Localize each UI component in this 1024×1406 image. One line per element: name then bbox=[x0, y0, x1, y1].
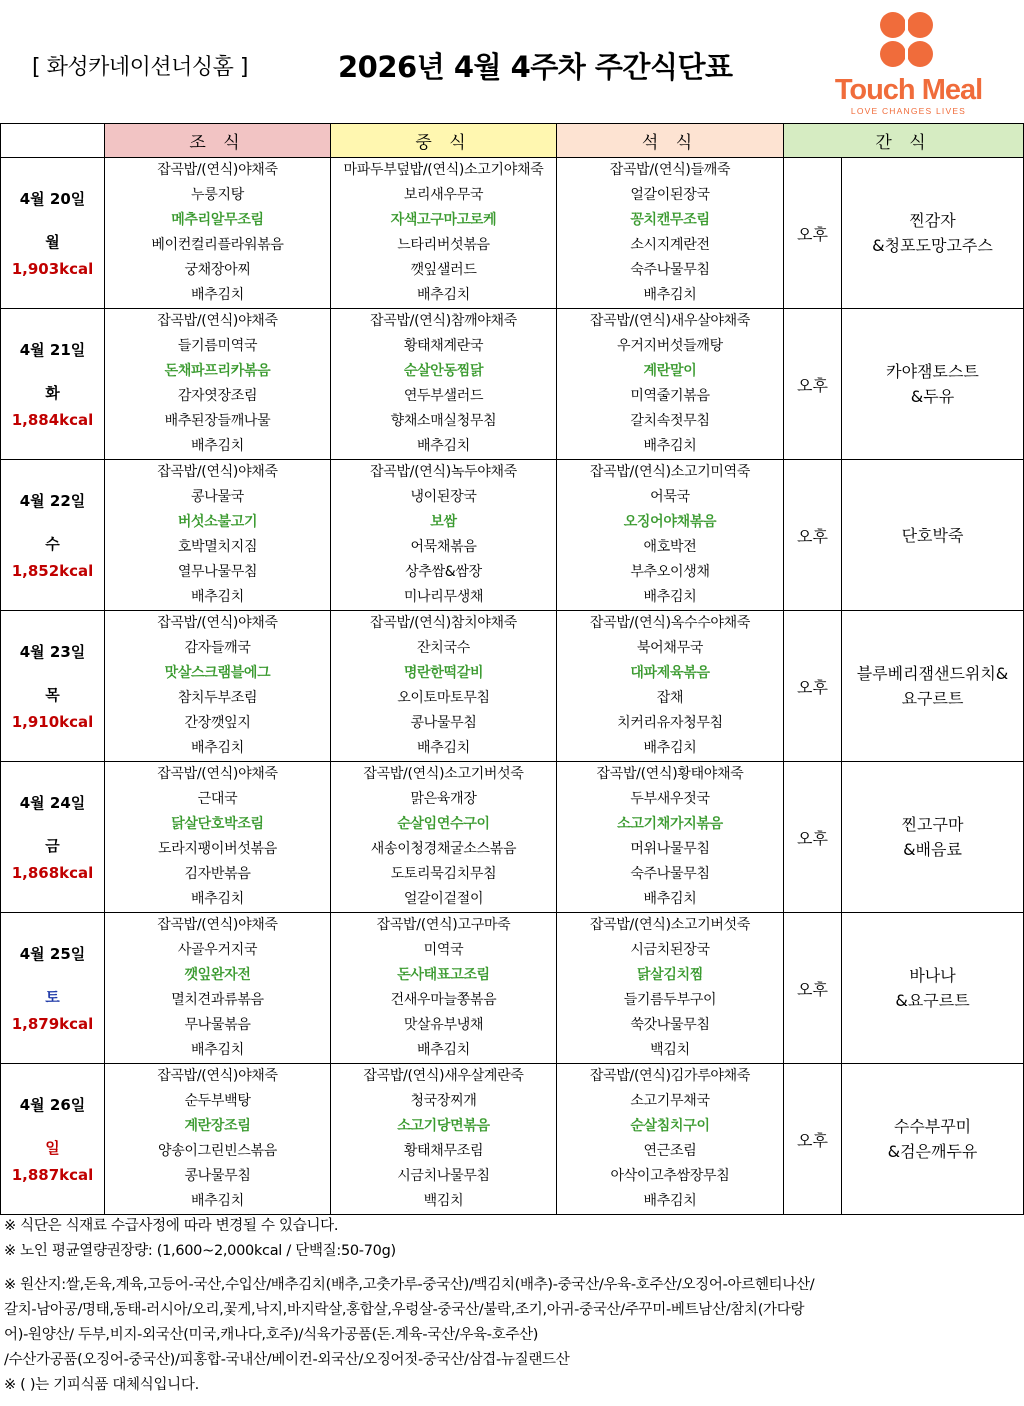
breakfast-item: 배추김치 bbox=[191, 1042, 244, 1058]
dinner-item: 북어채무국 bbox=[636, 640, 704, 656]
dinner-item: 잡채 bbox=[656, 690, 684, 706]
dinner-cell bbox=[557, 309, 784, 460]
day-kcal: 1,910kcal bbox=[11, 713, 94, 731]
snack-time: 오후 bbox=[784, 913, 842, 1064]
touch-meal-logo bbox=[826, 10, 991, 118]
breakfast-cell bbox=[105, 158, 331, 309]
facility-name: [ 화성카네이션너싱홈 ] bbox=[32, 55, 248, 80]
day-date: 4월 21일 bbox=[19, 341, 86, 359]
dinner-cell bbox=[557, 460, 784, 611]
breakfast-item: 열무나물무침 bbox=[177, 564, 258, 580]
breakfast-item: 감자엿장조림 bbox=[177, 388, 258, 404]
lunch-item: 잡곡밥/(연식)참깨야채죽 bbox=[370, 313, 517, 329]
lunch-item: 잔치국수 bbox=[417, 640, 470, 656]
day-row bbox=[1, 460, 1024, 611]
lunch-cell bbox=[331, 611, 557, 762]
day-date: 4월 26일 bbox=[19, 1096, 86, 1114]
dinner-item: 잡곡밥/(연식)소고기버섯죽 bbox=[589, 917, 751, 933]
snack-cell bbox=[842, 1064, 1024, 1215]
dinner-item: 미역줄기볶음 bbox=[630, 388, 710, 404]
lunch-item: 자색고구마고로케 bbox=[390, 212, 497, 228]
lunch-item: 잡곡밥/(연식)새우살계란죽 bbox=[363, 1068, 524, 1084]
lunch-item: 콩나물무침 bbox=[410, 715, 477, 731]
day-row bbox=[1, 913, 1024, 1064]
dinner-item: 소고기무채국 bbox=[630, 1093, 710, 1109]
lunch-item: 순살안동찜닭 bbox=[403, 363, 484, 379]
lunch-item: 소고기당면볶음 bbox=[397, 1118, 490, 1134]
dinner-item: 배추김치 bbox=[643, 891, 697, 907]
dinner-item: 부추오이생채 bbox=[630, 564, 710, 580]
day-row bbox=[1, 309, 1024, 460]
snack-cell bbox=[842, 913, 1024, 1064]
lunch-item: 보리새우무국 bbox=[403, 187, 484, 203]
dinner-item: 갈치속젓무침 bbox=[630, 413, 710, 429]
lunch-item: 도토리묵김치무침 bbox=[390, 866, 497, 882]
lunch-item: 어묵채볶음 bbox=[410, 539, 477, 555]
snack-time: 오후 bbox=[784, 762, 842, 913]
dinner-item: 숙주나물무침 bbox=[630, 866, 710, 882]
lunch-item: 오이토마토무침 bbox=[397, 690, 490, 706]
breakfast-item: 배추김치 bbox=[191, 287, 244, 303]
breakfast-item: 잡곡밥/(연식)야채죽 bbox=[157, 1068, 278, 1084]
date-cell bbox=[1, 460, 105, 611]
snack-cell bbox=[842, 611, 1024, 762]
snack-item: 요구르트 bbox=[901, 689, 964, 708]
day-row bbox=[1, 158, 1024, 309]
breakfast-item: 참치두부조림 bbox=[177, 690, 258, 706]
dinner-cell bbox=[557, 611, 784, 762]
lunch-item: 명란한떡갈비 bbox=[403, 665, 484, 681]
breakfast-item: 도라지팽이버섯볶음 bbox=[157, 841, 277, 857]
lunch-cell bbox=[331, 309, 557, 460]
dinner-cell bbox=[557, 1064, 784, 1215]
dinner-item: 순살침치구이 bbox=[630, 1118, 710, 1134]
header-breakfast: 조 식 bbox=[105, 124, 331, 158]
dinner-item: 오징어야채볶음 bbox=[623, 514, 717, 530]
day-kcal: 1,879kcal bbox=[11, 1015, 94, 1033]
snack-time: 오후 bbox=[784, 158, 842, 309]
lunch-item: 상추쌈&쌈장 bbox=[405, 564, 482, 580]
breakfast-item: 잡곡밥/(연식)야채죽 bbox=[157, 766, 278, 782]
breakfast-item: 버섯소불고기 bbox=[177, 514, 258, 530]
breakfast-item: 돈채파프리카볶음 bbox=[164, 363, 271, 379]
lunch-item: 배추김치 bbox=[417, 438, 470, 454]
breakfast-cell bbox=[105, 913, 331, 1064]
lunch-item: 황태채계란국 bbox=[403, 338, 484, 354]
note-line: 갈치-남아공/명태,동태-러시아/오리,꽃게,낙지,바지락살,홍합살,우렁살-중국산/불락,조기,아귀-중국산/주꾸미-베트남산/참치(가다랑 bbox=[4, 1302, 805, 1318]
lunch-item: 건새우마늘쫑볶음 bbox=[390, 992, 497, 1008]
breakfast-item: 메추리알무조림 bbox=[171, 212, 264, 228]
logo-tagline: LOVE CHANGES LIVES bbox=[850, 106, 967, 116]
dinner-item: 잡곡밥/(연식)옥수수야채죽 bbox=[589, 615, 751, 631]
snack-item: 찐감자 bbox=[909, 211, 956, 230]
breakfast-item: 배추김치 bbox=[191, 1193, 244, 1209]
clover-logo-icon bbox=[876, 10, 940, 72]
dinner-item: 어묵국 bbox=[650, 489, 690, 505]
breakfast-item: 잡곡밥/(연식)야채죽 bbox=[157, 615, 278, 631]
snack-item: 바나나 bbox=[909, 966, 956, 985]
breakfast-item: 깻잎완자전 bbox=[184, 967, 251, 983]
breakfast-item: 감자들깨국 bbox=[184, 640, 251, 656]
breakfast-item: 배추김치 bbox=[191, 740, 244, 756]
snack-item: 카야잼토스트 bbox=[886, 362, 979, 381]
dinner-item: 배추김치 bbox=[643, 438, 697, 454]
lunch-item: 잡곡밥/(연식)녹두야채죽 bbox=[370, 464, 517, 480]
dinner-item: 배추김치 bbox=[643, 740, 697, 756]
breakfast-item: 잡곡밥/(연식)야채죽 bbox=[157, 917, 278, 933]
day-of-week: 일 bbox=[45, 1139, 60, 1157]
day-of-week: 금 bbox=[45, 837, 60, 855]
day-row bbox=[1, 1064, 1024, 1215]
breakfast-item: 잡곡밥/(연식)야채죽 bbox=[157, 162, 278, 178]
lunch-item: 얼갈이겉절이 bbox=[403, 891, 484, 907]
dinner-item: 잡곡밥/(연식)김가루야채죽 bbox=[589, 1068, 751, 1084]
dinner-item: 잡곡밥/(연식)소고기미역죽 bbox=[589, 464, 751, 480]
dinner-item: 닭살김치찜 bbox=[636, 967, 704, 983]
dinner-item: 시금치된장국 bbox=[630, 942, 710, 958]
dinner-item: 대파제육볶음 bbox=[630, 665, 710, 681]
weekly-menu-table bbox=[0, 123, 1024, 1215]
date-cell bbox=[1, 762, 105, 913]
day-date: 4월 22일 bbox=[19, 492, 86, 510]
logo-text: Touch Meal bbox=[834, 74, 983, 106]
snack-cell bbox=[842, 762, 1024, 913]
snack-item: &청포도망고주스 bbox=[872, 236, 993, 255]
lunch-item: 미역국 bbox=[423, 942, 464, 958]
lunch-item: 배추김치 bbox=[417, 287, 470, 303]
dinner-item: 쑥갓나물무침 bbox=[630, 1017, 710, 1033]
breakfast-cell bbox=[105, 460, 331, 611]
day-kcal: 1,852kcal bbox=[11, 562, 94, 580]
day-date: 4월 25일 bbox=[19, 945, 86, 963]
dinner-item: 잡곡밥/(연식)새우살야채죽 bbox=[589, 313, 751, 329]
lunch-item: 배추김치 bbox=[417, 740, 470, 756]
breakfast-cell bbox=[105, 309, 331, 460]
lunch-item: 잡곡밥/(연식)소고기버섯죽 bbox=[363, 766, 524, 782]
lunch-cell bbox=[331, 460, 557, 611]
date-cell bbox=[1, 611, 105, 762]
snack-cell bbox=[842, 460, 1024, 611]
lunch-cell bbox=[331, 158, 557, 309]
breakfast-item: 배추된장들깨나물 bbox=[164, 413, 271, 429]
header-snack: 간 식 bbox=[784, 124, 1024, 158]
day-of-week: 수 bbox=[45, 535, 60, 553]
lunch-item: 백김치 bbox=[423, 1193, 464, 1209]
lunch-item: 순살임연수구이 bbox=[397, 816, 490, 832]
date-cell bbox=[1, 158, 105, 309]
dinner-item: 소고기채가지볶음 bbox=[617, 816, 723, 832]
breakfast-item: 사골우거지국 bbox=[177, 942, 258, 958]
snack-item: &요구르트 bbox=[895, 991, 970, 1010]
breakfast-item: 콩나물국 bbox=[191, 489, 244, 505]
snack-time: 오후 bbox=[784, 460, 842, 611]
header-lunch: 중 식 bbox=[331, 124, 557, 158]
page-title: 2026년 4월 4주차 주간식단표 bbox=[338, 50, 733, 84]
snack-item: 블루베리잼샌드위치& bbox=[856, 664, 1009, 683]
dinner-item: 배추김치 bbox=[643, 589, 697, 605]
lunch-item: 잡곡밥/(연식)참치야채죽 bbox=[370, 615, 517, 631]
day-of-week: 토 bbox=[45, 988, 60, 1006]
day-of-week: 목 bbox=[45, 686, 60, 704]
dinner-item: 백김치 bbox=[650, 1042, 690, 1058]
header-dinner: 석 식 bbox=[557, 124, 784, 158]
breakfast-item: 김자반볶음 bbox=[184, 866, 251, 882]
lunch-item: 연두부샐러드 bbox=[403, 388, 484, 404]
snack-item: &두유 bbox=[910, 387, 955, 406]
snack-time: 오후 bbox=[784, 309, 842, 460]
snack-item: &검은깨두유 bbox=[887, 1142, 978, 1161]
day-date: 4월 23일 bbox=[19, 643, 86, 661]
snack-item: 단호박죽 bbox=[901, 525, 964, 545]
lunch-item: 보쌈 bbox=[430, 514, 457, 530]
breakfast-item: 콩나물무침 bbox=[184, 1168, 251, 1184]
dinner-item: 연근조림 bbox=[643, 1143, 697, 1159]
lunch-item: 깻잎샐러드 bbox=[410, 262, 477, 278]
breakfast-item: 호박멸치지짐 bbox=[177, 539, 258, 555]
breakfast-item: 배추김치 bbox=[191, 891, 244, 907]
breakfast-item: 양송이그린빈스볶음 bbox=[157, 1143, 277, 1159]
breakfast-item: 순두부백탕 bbox=[184, 1093, 251, 1109]
lunch-item: 미나리무생채 bbox=[403, 589, 484, 605]
dinner-cell bbox=[557, 913, 784, 1064]
note-line: 어)-원양산/ 두부,비지-외국산(미국,캐나다,호주)/식육가공품(돈.계육-국산/우육-호주산) bbox=[4, 1327, 539, 1343]
day-kcal: 1,884kcal bbox=[11, 411, 94, 429]
breakfast-item: 계란장조림 bbox=[184, 1118, 251, 1134]
breakfast-item: 배추김치 bbox=[191, 438, 244, 454]
lunch-item: 맑은육개장 bbox=[410, 791, 477, 807]
dinner-item: 우거지버섯들깨탕 bbox=[617, 338, 723, 354]
dinner-item: 머위나물무침 bbox=[630, 841, 710, 857]
dinner-item: 숙주나물무침 bbox=[630, 262, 710, 278]
lunch-item: 느타리버섯볶음 bbox=[397, 237, 490, 253]
snack-cell bbox=[842, 158, 1024, 309]
dinner-item: 꽁치캔무조림 bbox=[630, 212, 710, 228]
header-blank-cell bbox=[1, 124, 105, 158]
day-kcal: 1,868kcal bbox=[11, 864, 94, 882]
day-date: 4월 20일 bbox=[19, 190, 86, 208]
breakfast-item: 맛살스크램블에그 bbox=[164, 665, 271, 681]
note-line: ※ 원산지:쌀,돈육,계육,고등어-국산,수입산/배추김치(배추,고춧가루-중국산)/백김치(배추)-중국산/우육-호주산/오징어-아르헨티나산/ bbox=[4, 1277, 815, 1293]
breakfast-item: 잡곡밥/(연식)야채죽 bbox=[157, 464, 278, 480]
lunch-item: 배추김치 bbox=[417, 1042, 470, 1058]
day-of-week: 월 bbox=[45, 233, 60, 251]
day-kcal: 1,887kcal bbox=[11, 1166, 94, 1184]
day-date: 4월 24일 bbox=[19, 794, 86, 812]
breakfast-item: 무나물볶음 bbox=[184, 1017, 251, 1033]
lunch-item: 새송이청경채굴소스볶음 bbox=[370, 841, 517, 857]
dinner-item: 배추김치 bbox=[643, 1193, 697, 1209]
lunch-item: 향채소매실청무침 bbox=[390, 413, 497, 429]
day-of-week: 화 bbox=[45, 384, 60, 402]
lunch-item: 시금치나물무침 bbox=[397, 1168, 490, 1184]
dinner-item: 들기름두부구이 bbox=[623, 992, 717, 1008]
lunch-item: 황태채무조림 bbox=[403, 1143, 484, 1159]
breakfast-item: 멸치견과류볶음 bbox=[171, 992, 264, 1008]
notes-section bbox=[4, 1214, 1019, 1398]
snack-cell bbox=[842, 309, 1024, 460]
note-line: ※ 식단은 식재료 수급사정에 따라 변경될 수 있습니다. bbox=[4, 1218, 339, 1234]
snack-item: 찐고구마 bbox=[901, 815, 964, 834]
note-line: /수산가공품(오징어-중국산)/피홍합-국내산/베이컨-외국산/오징어젓-중국산/삼겹-뉴질랜드산 bbox=[4, 1352, 570, 1368]
lunch-cell bbox=[331, 913, 557, 1064]
breakfast-cell bbox=[105, 611, 331, 762]
lunch-item: 청국장찌개 bbox=[410, 1093, 477, 1109]
breakfast-cell bbox=[105, 1064, 331, 1215]
lunch-item: 맛살유부냉채 bbox=[403, 1017, 484, 1033]
lunch-item: 돈사태표고조림 bbox=[397, 967, 490, 983]
dinner-cell bbox=[557, 158, 784, 309]
snack-time: 오후 bbox=[784, 1064, 842, 1215]
breakfast-item: 닭살단호박조림 bbox=[171, 816, 264, 832]
lunch-item: 냉이된장국 bbox=[410, 489, 477, 505]
dinner-item: 배추김치 bbox=[643, 287, 697, 303]
breakfast-cell bbox=[105, 762, 331, 913]
dinner-item: 아삭이고추쌈장무침 bbox=[610, 1168, 730, 1184]
note-line: ※ 노인 평균열량권장량: (1,600~2,000kcal / 단백질:50-70g) bbox=[4, 1243, 396, 1259]
dinner-item: 소시지계란전 bbox=[630, 237, 710, 253]
dinner-item: 얼갈이된장국 bbox=[630, 187, 710, 203]
day-row bbox=[1, 611, 1024, 762]
day-kcal: 1,903kcal bbox=[11, 260, 94, 278]
breakfast-item: 배추김치 bbox=[191, 589, 244, 605]
breakfast-item: 궁채장아찌 bbox=[184, 262, 251, 278]
dinner-item: 치커리유자청무침 bbox=[617, 715, 723, 731]
lunch-cell bbox=[331, 762, 557, 913]
dinner-item: 애호박전 bbox=[643, 539, 697, 555]
dinner-item: 계란말이 bbox=[643, 363, 697, 379]
breakfast-item: 베이컨컬리플라워볶음 bbox=[151, 237, 284, 253]
page-header bbox=[0, 0, 1024, 122]
snack-time: 오후 bbox=[784, 611, 842, 762]
dinner-item: 잡곡밥/(연식)황태야채죽 bbox=[596, 766, 744, 782]
date-cell bbox=[1, 1064, 105, 1215]
breakfast-item: 들기름미역국 bbox=[177, 338, 258, 354]
dinner-cell bbox=[557, 762, 784, 913]
lunch-item: 잡곡밥/(연식)고구마죽 bbox=[376, 917, 511, 933]
breakfast-item: 간장깻잎지 bbox=[184, 715, 251, 731]
table-header-row bbox=[1, 124, 1024, 158]
day-row bbox=[1, 762, 1024, 913]
lunch-item: 마파두부덮밥/(연식)소고기야채죽 bbox=[343, 162, 544, 178]
date-cell bbox=[1, 309, 105, 460]
dinner-item: 잡곡밥/(연식)들깨죽 bbox=[609, 162, 731, 178]
breakfast-item: 잡곡밥/(연식)야채죽 bbox=[157, 313, 278, 329]
snack-item: &배음료 bbox=[903, 840, 962, 859]
dinner-item: 두부새우젓국 bbox=[630, 791, 710, 807]
snack-item: 수수부꾸미 bbox=[893, 1117, 972, 1136]
breakfast-item: 근대국 bbox=[197, 791, 238, 807]
lunch-cell bbox=[331, 1064, 557, 1215]
breakfast-item: 누룽지탕 bbox=[191, 187, 244, 203]
note-line: ※ ( )는 기피식품 대체식입니다. bbox=[4, 1377, 199, 1393]
date-cell bbox=[1, 913, 105, 1064]
